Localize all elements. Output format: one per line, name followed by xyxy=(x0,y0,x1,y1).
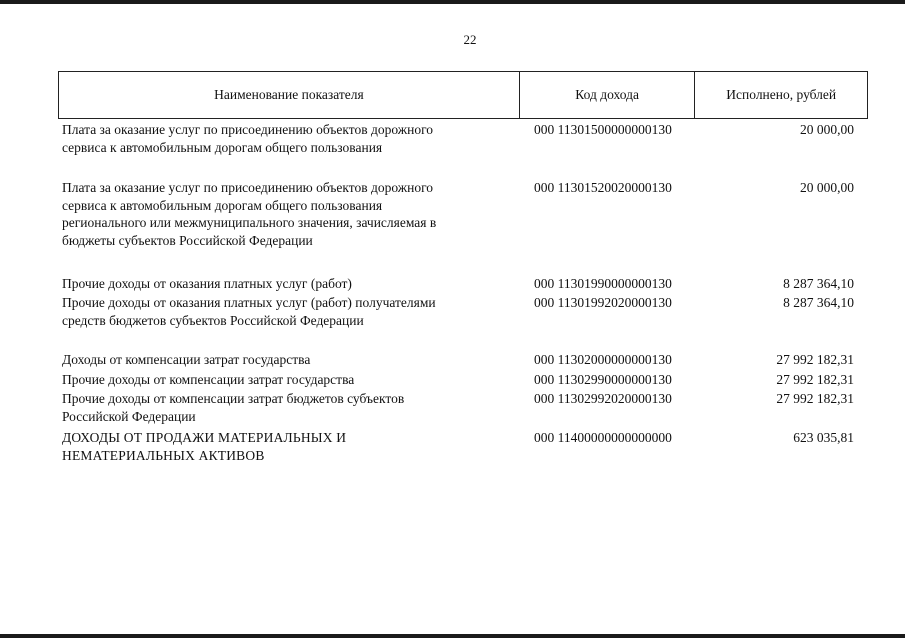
row-amount: 20 000,00 xyxy=(800,180,854,195)
row-code: 000 11301990000000130 xyxy=(534,276,672,291)
page-number: 22 xyxy=(463,32,477,47)
row-name xyxy=(62,390,507,425)
row-name-line: Прочие доходы от оказания платных услуг (работ) получателями xyxy=(62,295,436,310)
row-name-line: бюджеты субъектов Российской Федерации xyxy=(62,232,313,248)
row-code: 000 11302000000000130 xyxy=(534,352,672,367)
row-code: 000 11301500000000130 xyxy=(534,122,672,137)
row-amount: 27 992 182,31 xyxy=(776,372,854,387)
scan-bottom-border xyxy=(0,634,905,638)
header-name: Наименование показателя xyxy=(59,72,520,118)
row-amount: 20 000,00 xyxy=(800,122,854,137)
row-code: 000 11302990000000130 xyxy=(534,372,672,387)
row-amount: 27 992 182,31 xyxy=(776,352,854,367)
row-name-line: Плата за оказание услуг по присоединению объектов дорожного xyxy=(62,180,434,195)
row-name-line: средств бюджетов субъектов Российской Федерации xyxy=(62,312,364,328)
row-name xyxy=(62,371,507,389)
row-name-line: сервиса к автомобильным дорогам общего пользования xyxy=(62,197,383,213)
row-name-line: ДОХОДЫ ОТ ПРОДАЖИ МАТЕРИАЛЬНЫХ И xyxy=(62,430,347,445)
row-name-line: Прочие доходы от оказания платных услуг (работ) xyxy=(62,276,352,291)
row-amount: 27 992 182,31 xyxy=(776,391,854,406)
header-amount: Исполнено, рублей xyxy=(726,87,837,102)
row-name-line: НЕМАТЕРИАЛЬНЫХ АКТИВОВ xyxy=(62,447,265,463)
scan-top-border xyxy=(0,0,905,4)
row-name xyxy=(62,429,507,464)
table-header xyxy=(58,71,868,119)
row-name-line: сервиса к автомобильным дорогам общего пользования xyxy=(62,139,383,155)
row-code: 000 11301520020000130 xyxy=(534,180,672,195)
row-name xyxy=(62,179,507,249)
row-name-line: регионального или межмуниципального значения, зачисляемая в xyxy=(62,215,437,230)
row-amount: 8 287 364,10 xyxy=(783,276,854,291)
header-code: Код дохода xyxy=(520,72,696,118)
row-code: 000 11302992020000130 xyxy=(534,391,672,406)
row-amount: 623 035,81 xyxy=(793,430,854,445)
row-name xyxy=(62,351,507,369)
row-name-line: Российской Федерации xyxy=(62,408,196,424)
row-code: 000 11301992020000130 xyxy=(534,295,672,310)
row-name xyxy=(62,275,507,293)
row-name-line: Прочие доходы от компенсации затрат бюджетов субъектов xyxy=(62,391,405,406)
row-name-line: Доходы от компенсации затрат государства xyxy=(62,352,311,367)
row-name-line: Прочие доходы от компенсации затрат государства xyxy=(62,372,355,387)
row-code: 000 11400000000000000 xyxy=(534,430,672,445)
row-name-line: Плата за оказание услуг по присоединению объектов дорожного xyxy=(62,122,434,137)
row-name xyxy=(62,294,507,329)
row-name xyxy=(62,121,507,156)
row-amount: 8 287 364,10 xyxy=(783,295,854,310)
